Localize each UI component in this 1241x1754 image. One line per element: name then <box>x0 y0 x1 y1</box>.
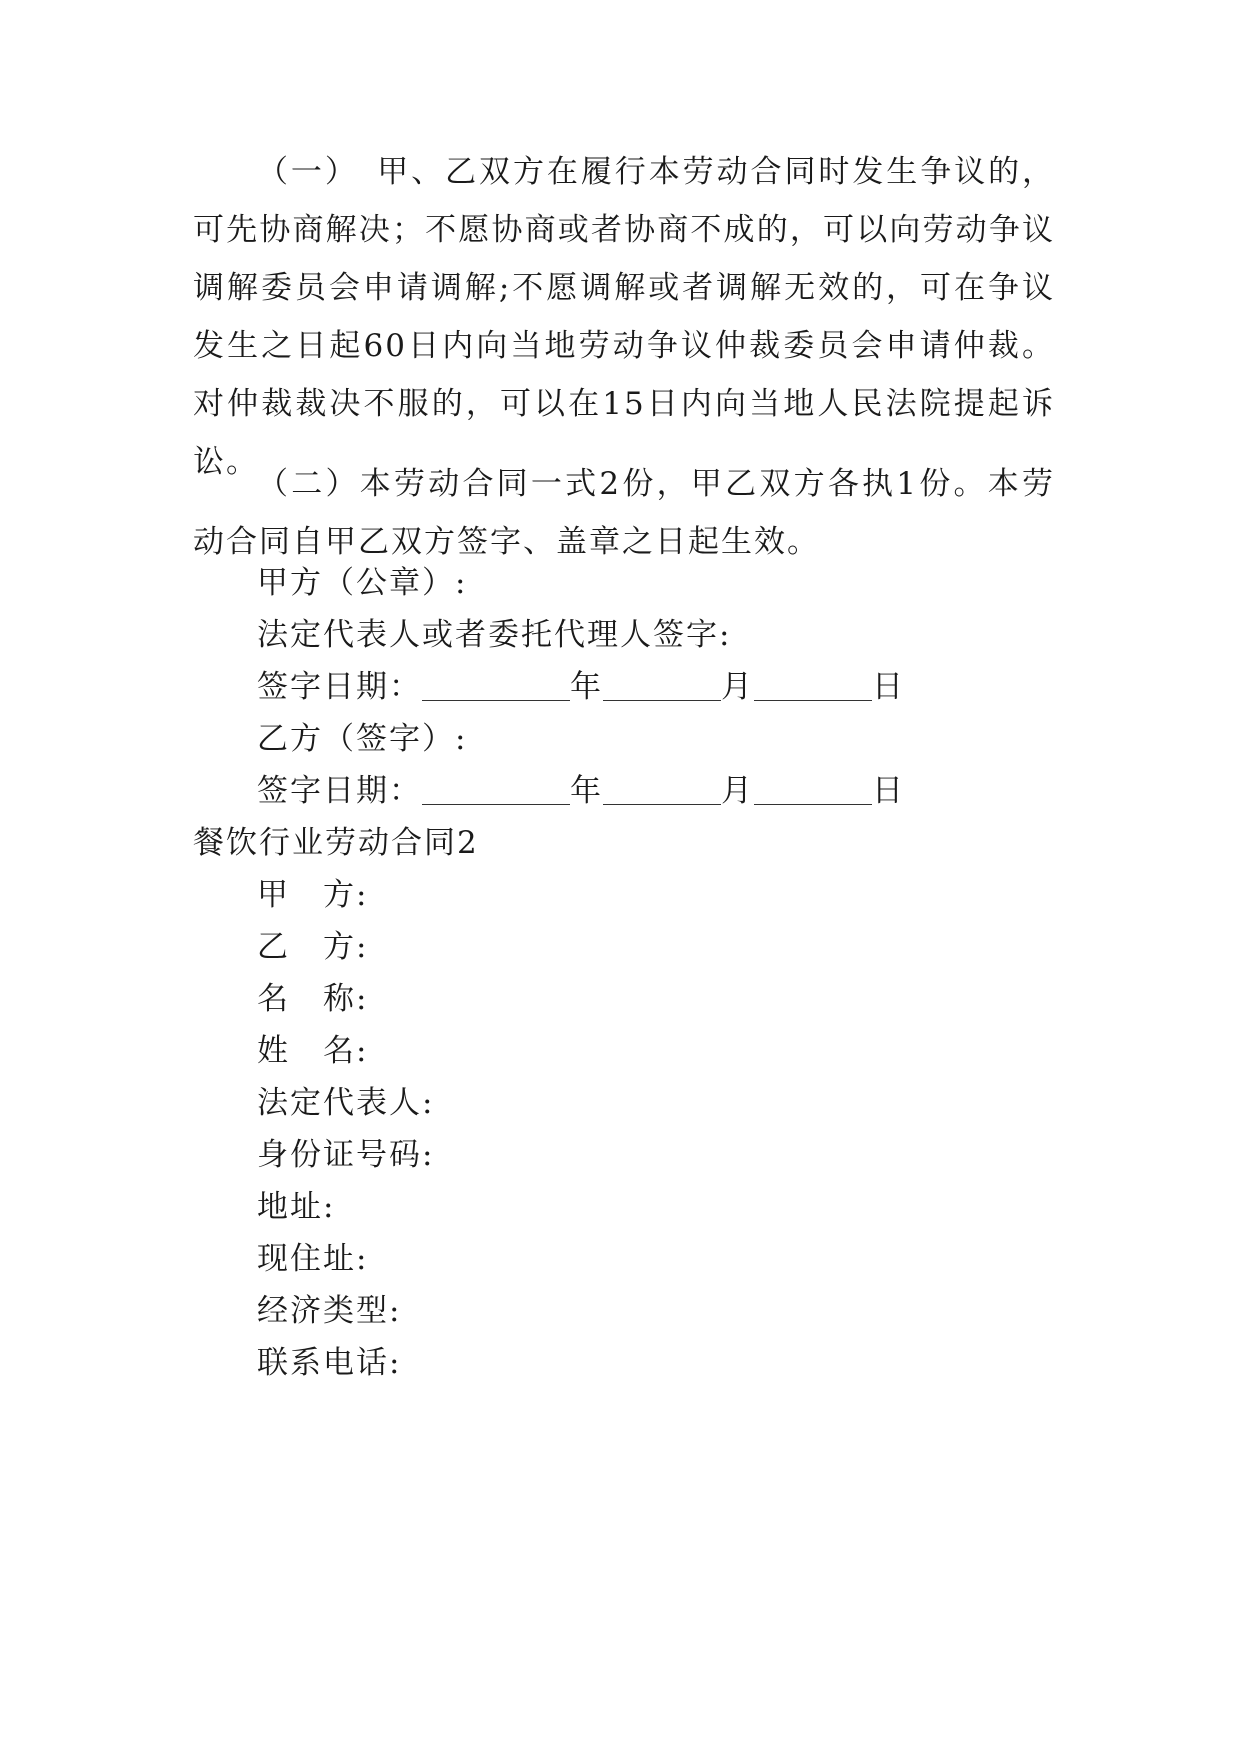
party-a-signing-date-line <box>257 667 905 707</box>
field-party-a: 甲 方: <box>257 877 369 913</box>
contract-2-title: 餐饮行业劳动合同2 <box>193 825 479 861</box>
year-label: 年 <box>570 773 603 809</box>
clause-copies-effectiveness: （二）本劳动合同一式2份，甲乙双方各执1份。本劳动合同自甲乙双方签字、盖章之日起生效。 <box>193 466 1055 560</box>
month-label: 月 <box>721 669 754 705</box>
representative-signature-line: 法定代表人或者委托代理人签字: <box>257 617 732 653</box>
day-label: 日 <box>872 773 905 809</box>
day-label: 日 <box>872 669 905 705</box>
party-b-signature-line: 乙方（签字）: <box>257 721 468 757</box>
field-person-name: 姓 名: <box>257 1033 369 1069</box>
month-blank <box>603 774 721 805</box>
field-phone: 联系电话: <box>257 1345 402 1381</box>
month-label: 月 <box>721 773 754 809</box>
field-current-address: 现住址: <box>257 1241 369 1277</box>
signing-date-label: 签字日期： <box>257 773 422 809</box>
party-b-signing-date-line <box>257 771 905 811</box>
day-blank <box>754 774 872 805</box>
party-a-seal-line: 甲方（公章）: <box>257 565 468 601</box>
field-name: 名 称: <box>257 981 369 1017</box>
year-blank <box>422 670 570 701</box>
signing-date-label: 签字日期： <box>257 669 422 705</box>
field-party-b: 乙 方: <box>257 929 369 965</box>
year-blank <box>422 774 570 805</box>
field-address: 地址: <box>257 1189 336 1225</box>
clause-dispute-resolution: （一） 甲、乙双方在履行本劳动合同时发生争议的，可先协商解决；不愿协商或者协商不成的，可以向劳动争议调解委员会申请调解;不愿调解或者调解无效的，可在争议发生之日起60日内向当地劳动争议仲裁委员会申请仲裁。对仲裁裁决不服的，可以在15日内向当地人民法院提起诉讼。 <box>193 154 1055 480</box>
field-legal-representative: 法定代表人: <box>257 1085 435 1121</box>
year-label: 年 <box>570 669 603 705</box>
month-blank <box>603 670 721 701</box>
day-blank <box>754 670 872 701</box>
field-economic-type: 经济类型: <box>257 1293 402 1329</box>
field-id-number: 身份证号码: <box>257 1137 435 1173</box>
